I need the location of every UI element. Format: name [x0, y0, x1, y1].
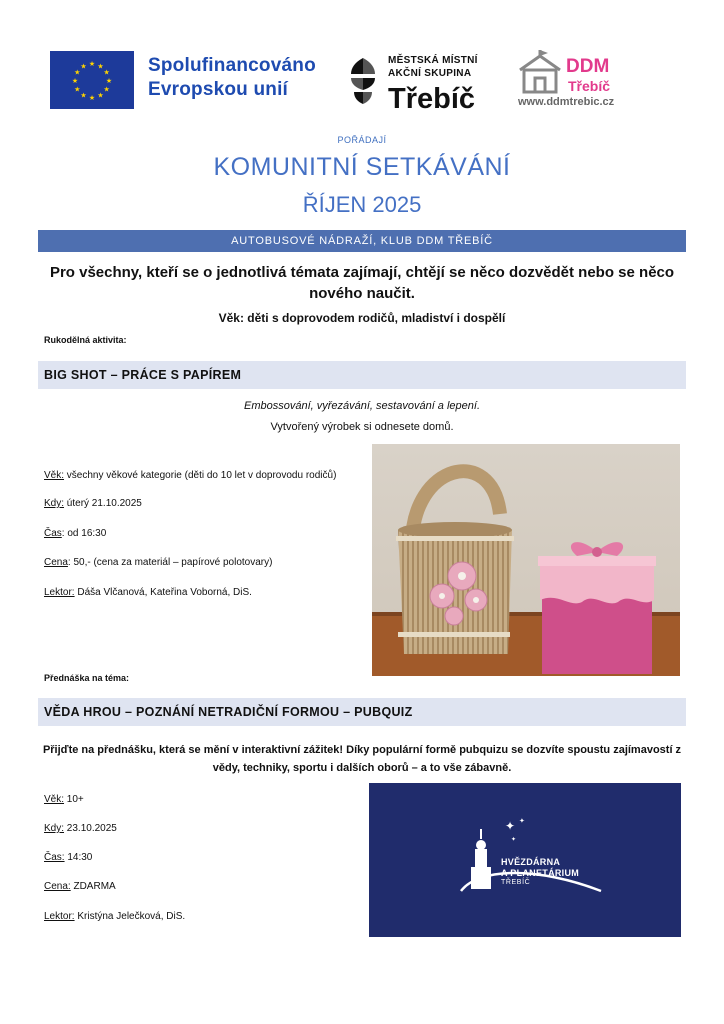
svg-text:★: ★	[74, 68, 81, 77]
event1-label: Rukodělná aktivita:	[44, 335, 127, 345]
svg-text:✦: ✦	[511, 836, 517, 843]
intro-text: Pro všechny, kteří se o jednotlivá témata zajímají, chtějí se něco dozvědět nebo se něco nového naučit.	[49, 264, 675, 302]
svg-text:★: ★	[74, 85, 81, 94]
mas-logo-icon	[346, 52, 380, 108]
svg-text:★: ★	[71, 77, 79, 85]
svg-text:★: ★	[103, 68, 110, 77]
eu-cofinanced-text: Spolufinancováno Evropskou unií	[148, 55, 316, 100]
page-subtitle: ŘÍJEN 2025	[302, 192, 422, 217]
observatory-line3: TŘEBÍČ	[501, 879, 531, 886]
mas-logo-text: MĚSTSKÁ MÍSTNÍ AKČNÍ SKUPINA Třebíč	[388, 55, 478, 115]
event2-lector: Lektor: Kristýna Jelečková, DiS.	[44, 911, 186, 922]
page-title: KOMUNITNÍ SETKÁVÁNÍ	[213, 153, 511, 181]
event2-title: VĚDA HROU – POZNÁNÍ NETRADIČNÍ FORMOU – PUBQUIZ	[38, 698, 686, 726]
ddm-city: Třebíč	[568, 78, 611, 94]
svg-text:✦: ✦	[519, 817, 525, 825]
age-line: Věk: děti s doprovodem rodičů, mladiství i dospělí	[218, 311, 506, 325]
event1-time: Čas: od 16:30	[44, 528, 107, 539]
event1-price: Cena: 50,- (cena za materiál – papírové polotovary)	[44, 557, 273, 568]
event2-label: Přednáška na téma:	[44, 673, 130, 683]
svg-text:★: ★	[88, 94, 96, 102]
event1-age: Věk: všechny věkové kategorie (děti do 10 let v doprovodu rodičů)	[44, 470, 337, 481]
header-logos	[0, 44, 724, 124]
event2-age: Věk: 10+	[44, 794, 84, 805]
svg-text:✦: ✦	[505, 819, 516, 833]
svg-text:★: ★	[97, 91, 104, 100]
event1-title: BIG SHOT – PRÁCE S PAPÍREM	[38, 361, 686, 389]
event2-when: Kdy: 23.10.2025	[44, 823, 117, 834]
event1-desc2: Vytvořený výrobek si odnesete domů.	[270, 421, 454, 433]
svg-text:★: ★	[105, 77, 113, 85]
event1-when: Kdy: úterý 21.10.2025	[44, 498, 142, 509]
svg-text:★: ★	[97, 62, 104, 71]
event2-desc: Přijďte na přednášku, která se mění v interaktivní zážitek! Díky populární formě pubquizu se dozvíte spoustu zajímavostí z vědy, techniky, sportu i dalších oborů – a to vše zábavně.	[42, 744, 682, 774]
ddm-name: DDM	[566, 56, 610, 77]
observatory-line1: HVĚZDÁRNA	[501, 857, 561, 867]
organizers-label: POŘÁDAJÍ	[337, 135, 387, 145]
craft-photo	[372, 444, 680, 676]
venue-bar: AUTOBUSOVÉ NÁDRAŽÍ, KLUB DDM TŘEBÍČ	[38, 230, 686, 252]
svg-text:★: ★	[80, 62, 87, 71]
svg-text:★: ★	[80, 91, 87, 100]
observatory-line2: A PLANETÁRIUM	[501, 868, 580, 878]
event1-desc1: Embossování, vyřezávání, sestavování a lepení.	[243, 400, 481, 412]
event1-lector: Lektor: Dáša Vlčanová, Kateřina Voborná, DiS.	[44, 587, 252, 598]
svg-text:★: ★	[103, 85, 110, 94]
ddm-url: www.ddmtrebic.cz	[518, 96, 615, 108]
eu-flag-icon	[50, 51, 134, 109]
svg-text:★: ★	[88, 60, 96, 68]
event2-time: Čas: 14:30	[44, 852, 93, 863]
observatory-logo	[369, 783, 681, 937]
event2-price: Cena: ZDARMA	[44, 881, 116, 892]
ddm-house-icon	[516, 48, 564, 96]
